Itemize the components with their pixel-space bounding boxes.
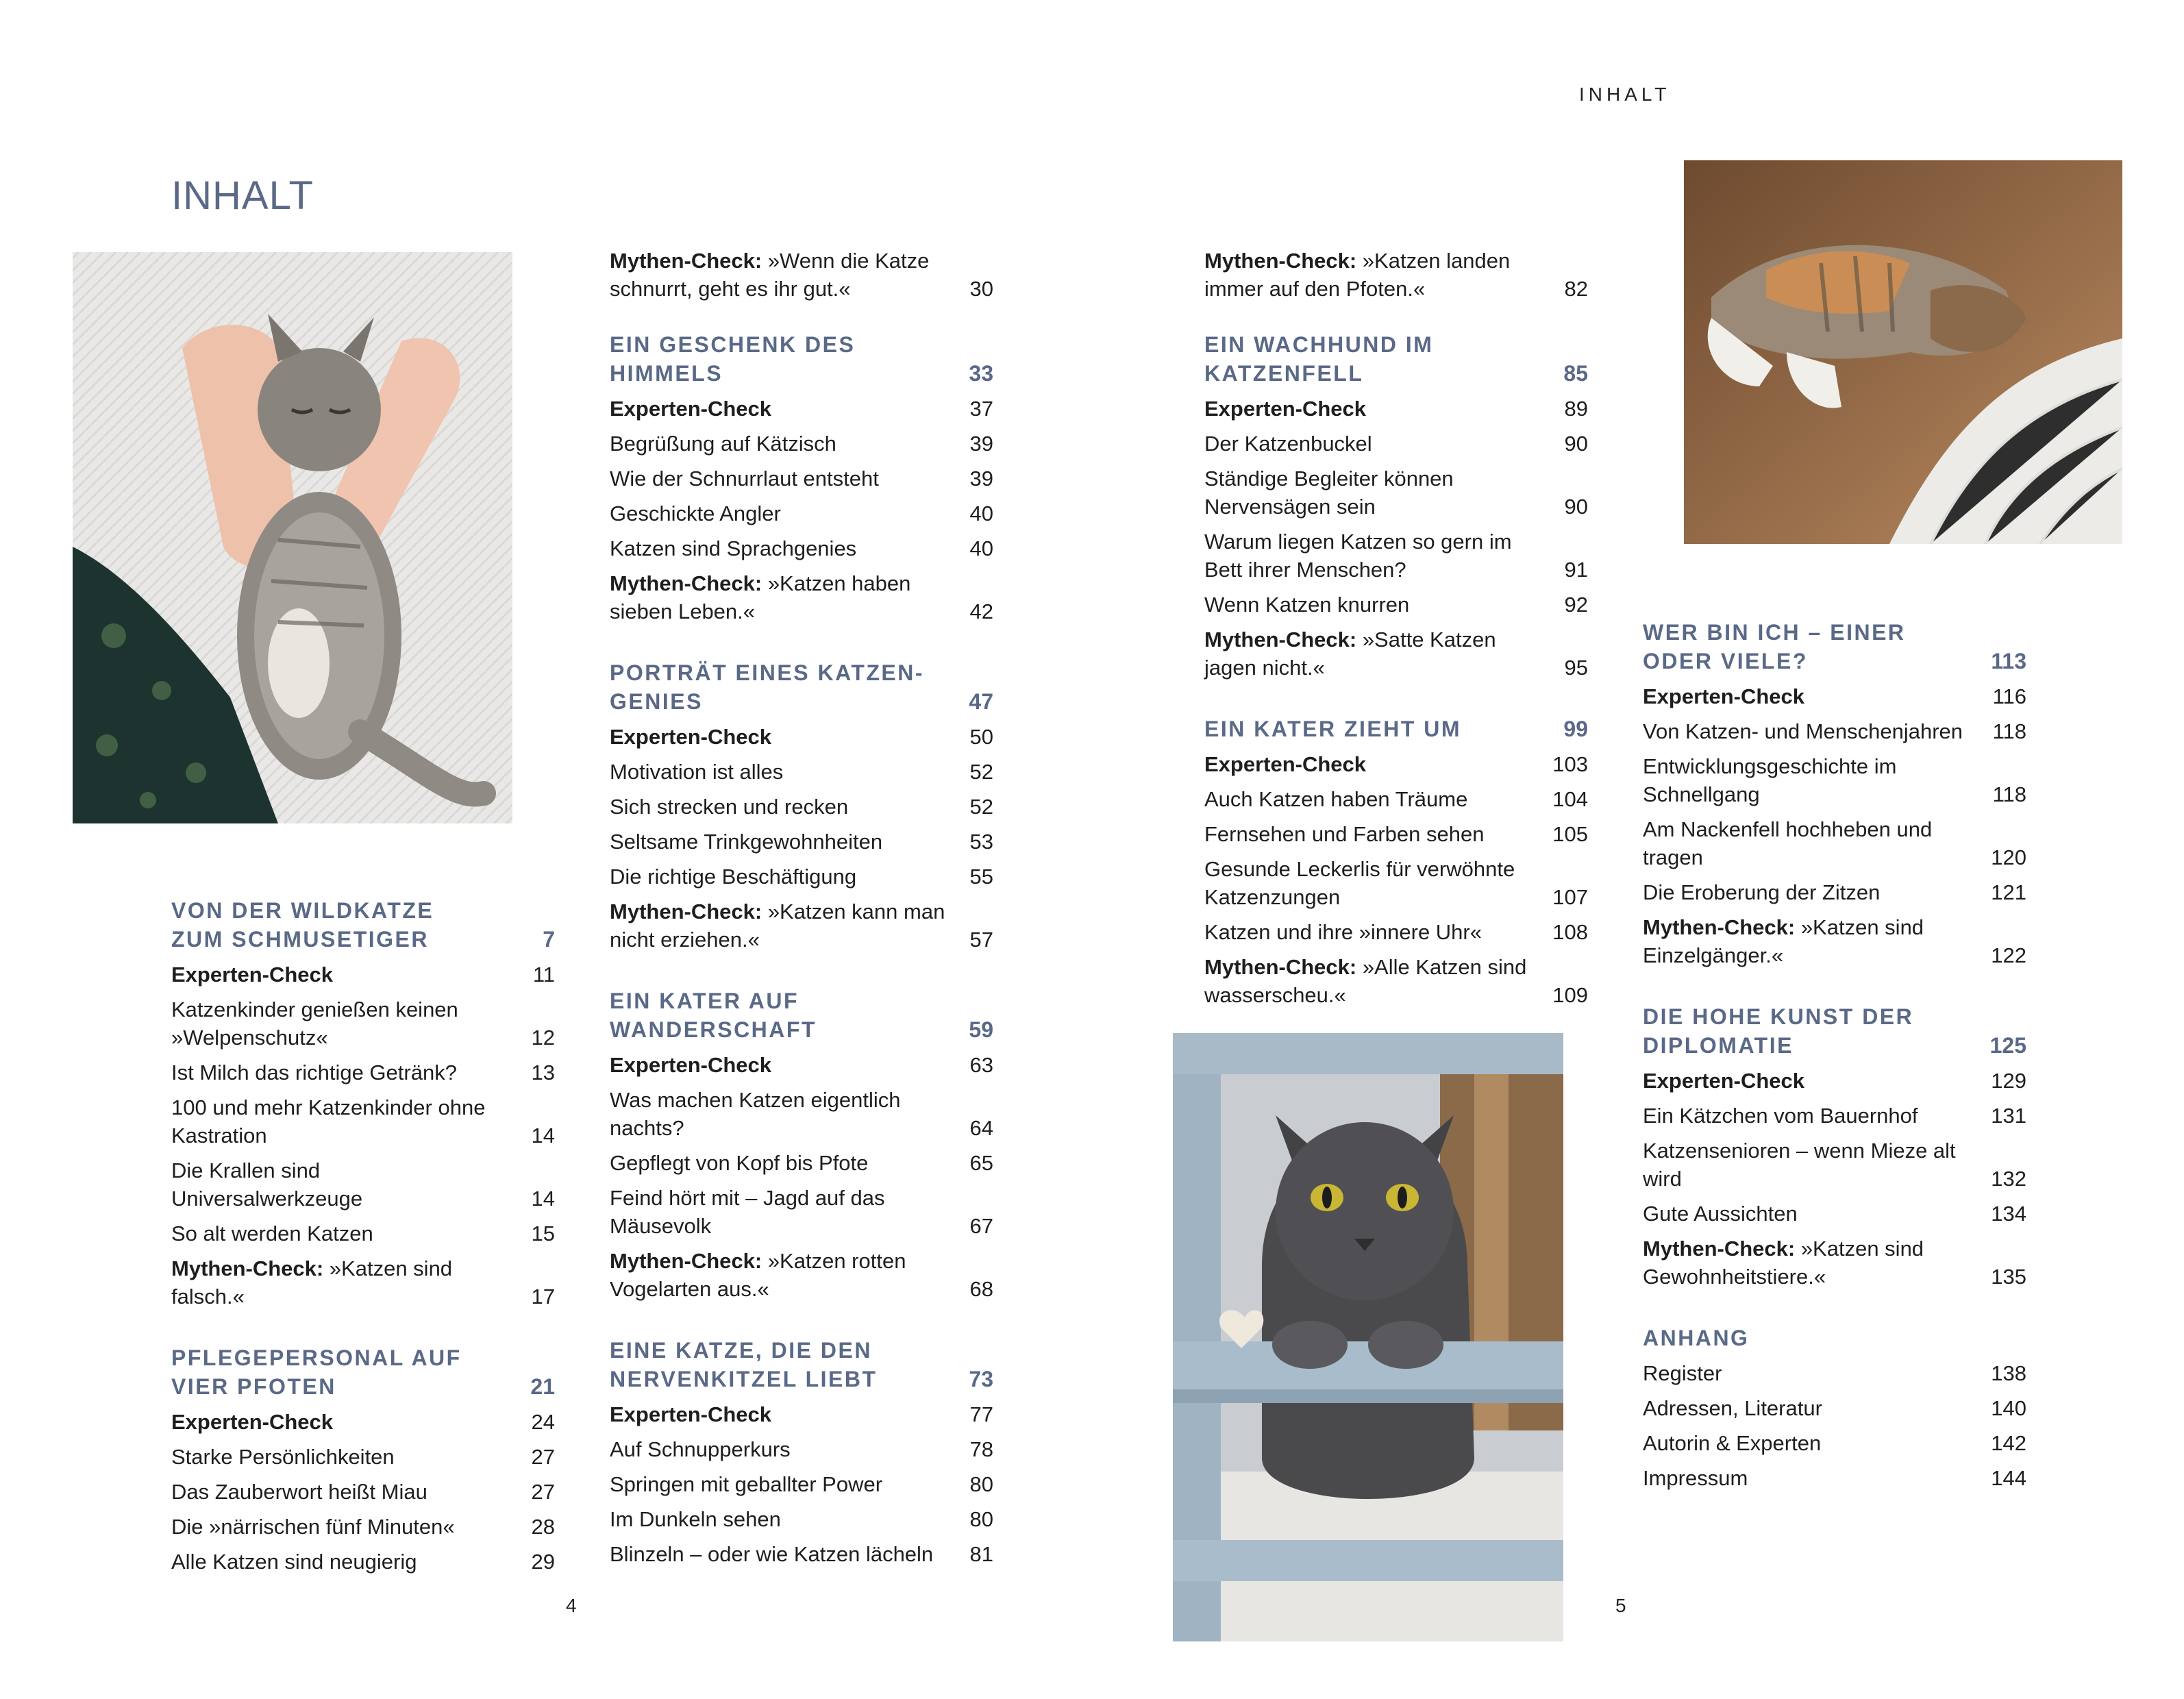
- toc-entry[interactable]: [610, 1149, 993, 1177]
- toc-entry[interactable]: [1204, 591, 1588, 619]
- toc-entry-page: 78: [969, 1437, 993, 1461]
- toc-entry-title: [1204, 953, 1540, 1009]
- toc-entry-page: 129: [1991, 1069, 2026, 1093]
- chapter-page: 125: [1989, 1033, 2026, 1058]
- grey-cat-photo: [1173, 1033, 1563, 1641]
- toc-entry-title: 100 und mehr Katzenkinder ohne Kastration: [171, 1095, 486, 1148]
- chapter-title: EIN KATER AUF WANDERSCHAFT: [610, 989, 817, 1042]
- toc-entry-expert[interactable]: [1204, 750, 1588, 778]
- toc-entry-title: Blinzeln – oder wie Katzen lächeln: [610, 1542, 934, 1566]
- toc-entry-page: 15: [531, 1221, 555, 1245]
- chapter-title: DIE HOHE KUNST DER DIPLOMATIE: [1643, 1004, 1914, 1058]
- toc-chapter: [610, 658, 993, 954]
- toc-entry-myth[interactable]: [171, 1254, 555, 1311]
- toc-entry-page: 80: [969, 1507, 993, 1531]
- toc-entry-myth[interactable]: [1204, 247, 1588, 303]
- toc-entry-myth[interactable]: [610, 1247, 993, 1303]
- myth-label: Mythen-Check:: [1204, 628, 1357, 652]
- toc-entry[interactable]: [610, 534, 993, 562]
- chapter-page: 85: [1563, 361, 1588, 386]
- folio-left: 4: [566, 1595, 577, 1616]
- chapter-page: 73: [969, 1367, 993, 1391]
- toc-entry[interactable]: [1643, 752, 2026, 808]
- toc-entry-title: Das Zauberwort heißt Miau: [171, 1480, 427, 1504]
- toc-entry-page: 131: [1991, 1104, 2026, 1128]
- myth-label: Mythen-Check:: [610, 1249, 762, 1273]
- chapter-heading[interactable]: [1204, 330, 1588, 388]
- toc-chapter: [171, 896, 555, 1311]
- toc-entry[interactable]: [610, 1184, 993, 1240]
- toc-entry-title: So alt werden Katzen: [171, 1221, 373, 1245]
- toc-entry-page: 89: [1564, 397, 1588, 421]
- toc-entry-page: 28: [531, 1515, 555, 1539]
- toc-chapter: [1643, 1002, 2026, 1291]
- toc-entry-title: Register: [1643, 1361, 1722, 1385]
- toc-entry-title: Katzenkinder genießen keinen »Welpenschutz«: [171, 997, 458, 1050]
- toc-entry[interactable]: [1643, 1102, 2026, 1130]
- toc-entry-title: [610, 897, 945, 954]
- toc-entry-title: Fernsehen und Farben sehen: [1204, 822, 1485, 846]
- toc-entry-title: Von Katzen- und Menschenjahren: [1643, 719, 1963, 743]
- toc-entry-page: 52: [969, 795, 993, 819]
- toc-entry[interactable]: [610, 793, 993, 821]
- toc-entry-page: 40: [969, 536, 993, 560]
- toc-entry-myth[interactable]: [610, 897, 993, 954]
- myth-text: »Katzen kann man nicht erziehen.«: [610, 900, 945, 952]
- toc-entry[interactable]: [610, 758, 993, 786]
- toc-entry[interactable]: [1643, 717, 2026, 745]
- toc-entry-page: 29: [531, 1550, 555, 1574]
- toc-entry-title: [1204, 247, 1540, 303]
- toc-entry-title: Die Eroberung der Zitzen: [1643, 880, 1881, 904]
- toc-entry-page: 12: [531, 1026, 555, 1050]
- toc-entry-page: 67: [969, 1214, 993, 1238]
- toc-entry-title: Experten-Check: [610, 1053, 772, 1077]
- myth-text: »Wenn die Katze schnurrt, geht es ihr gut.«: [610, 249, 930, 301]
- toc-entry-title: Geschickte Angler: [610, 501, 781, 525]
- chapter-title: EIN WACHHUND IM KATZENFELL: [1204, 332, 1434, 386]
- toc-continued: [1204, 247, 1588, 303]
- toc-entry-expert[interactable]: [610, 1400, 993, 1428]
- toc-entry-title: Autorin & Experten: [1643, 1431, 1822, 1455]
- myth-label: Mythen-Check:: [1204, 955, 1357, 979]
- toc-entry-page: 135: [1991, 1265, 2026, 1289]
- toc-entry-title: Was machen Katzen eigentlich nachts?: [610, 1088, 901, 1140]
- toc-entry-page: 81: [969, 1542, 993, 1566]
- chapter-page: 59: [969, 1017, 993, 1042]
- toc-entry-title: Experten-Check: [1204, 397, 1367, 421]
- toc-entry[interactable]: [1204, 785, 1588, 813]
- toc-entry-title: Begrüßung auf Kätzisch: [610, 432, 836, 456]
- myth-text: »Katzen sind Gewohnheitstiere.«: [1643, 1237, 1924, 1289]
- toc-column-1: [171, 896, 555, 1583]
- toc-entry[interactable]: [171, 1443, 555, 1471]
- grey-cat-photo-art: [1173, 1033, 1563, 1641]
- toc-entry-title: Die »närrischen fünf Minuten«: [171, 1515, 455, 1539]
- toc-entry-title: Entwicklungsgeschichte im Schnellgang: [1643, 754, 1897, 806]
- toc-entry-title: Starke Persönlichkeiten: [171, 1445, 395, 1469]
- chapter-page: 7: [543, 927, 555, 952]
- toc-entry[interactable]: [1643, 1429, 2026, 1457]
- toc-entry-page: 39: [969, 467, 993, 491]
- myth-text: »Katzen sind falsch.«: [171, 1256, 453, 1309]
- chapter-page: 113: [1991, 649, 2026, 673]
- toc-entry-page: 82: [1564, 277, 1588, 301]
- toc-entry[interactable]: [1204, 430, 1588, 458]
- toc-entry-title: Experten-Check: [1643, 684, 1805, 708]
- toc-continued: [610, 247, 993, 303]
- chapter-title: EINE KATZE, DIE DEN NERVENKITZEL LIEBT: [610, 1338, 878, 1391]
- toc-chapter: [1643, 1324, 2026, 1492]
- toc-entry-page: 57: [969, 928, 993, 952]
- chapter-heading[interactable]: [1643, 618, 2026, 675]
- toc-entry-page: 55: [969, 865, 993, 889]
- myth-label: Mythen-Check:: [1643, 915, 1796, 939]
- toc-entry[interactable]: [1643, 1200, 2026, 1228]
- toc-entry-expert[interactable]: [171, 960, 555, 989]
- chapter-page: 21: [530, 1374, 555, 1399]
- toc-entry[interactable]: [171, 1058, 555, 1087]
- toc-entry[interactable]: [171, 1513, 555, 1541]
- chapter-heading[interactable]: [1643, 1002, 2026, 1060]
- toc-entry-title: Experten-Check: [610, 1402, 772, 1426]
- toc-entry-page: 14: [531, 1124, 555, 1148]
- toc-chapter: [171, 1343, 555, 1576]
- toc-entry-page: 138: [1991, 1361, 2026, 1385]
- toc-entry-page: 140: [1991, 1396, 2026, 1420]
- myth-text: »Katzen sind Einzelgänger.«: [1643, 915, 1924, 967]
- toc-column-4: [1643, 618, 2026, 1499]
- chapter-title: EIN KATER ZIEHT UM: [1204, 717, 1462, 741]
- toc-entry[interactable]: [1643, 1394, 2026, 1422]
- toc-entry-page: 132: [1991, 1167, 2026, 1191]
- folio-right: 5: [1615, 1595, 1626, 1616]
- toc-entry-title: Experten-Check: [1204, 752, 1367, 776]
- toc-entry-title: Auch Katzen haben Träume: [1204, 787, 1468, 811]
- toc-entry[interactable]: [610, 1470, 993, 1498]
- toc-entry[interactable]: [1204, 528, 1588, 584]
- toc-entry-page: 92: [1564, 593, 1588, 617]
- toc-entry-page: 108: [1552, 920, 1588, 944]
- toc-entry-page: 50: [969, 725, 993, 749]
- toc-entry-page: 52: [969, 760, 993, 784]
- toc-entry-myth[interactable]: [610, 247, 993, 303]
- toc-entry[interactable]: [171, 1219, 555, 1248]
- myth-text: »Satte Katzen jagen nicht.«: [1204, 628, 1496, 680]
- myth-text: »Katzen rotten Vogelarten aus.«: [610, 1249, 906, 1301]
- toc-entry-title: Gute Aussichten: [1643, 1202, 1798, 1226]
- toc-entry-title: [610, 569, 945, 625]
- toc-entry-page: 118: [1992, 782, 2026, 806]
- toc-entry-page: 118: [1992, 719, 2026, 743]
- toc-entry-page: 39: [969, 432, 993, 456]
- myth-text: »Katzen haben sieben Leben.«: [610, 571, 911, 623]
- toc-entry-page: 27: [531, 1480, 555, 1504]
- toc-entry-page: 63: [969, 1053, 993, 1077]
- running-head: INHALT: [1579, 84, 1671, 105]
- toc-entry-page: 109: [1552, 983, 1588, 1007]
- toc-entry-title: Die richtige Beschäftigung: [610, 865, 857, 889]
- toc-entry-page: 95: [1564, 656, 1588, 680]
- toc-entry-title: Experten-Check: [610, 397, 772, 421]
- chapter-title: WER BIN ICH – EINER ODER VIELE?: [1643, 620, 1906, 673]
- toc-entry-page: 11: [532, 963, 555, 987]
- toc-entry-title: [610, 247, 945, 303]
- chapter-heading[interactable]: [171, 896, 555, 954]
- toc-entry-title: Experten-Check: [610, 725, 772, 749]
- toc-entry-title: [1643, 1235, 1978, 1291]
- toc-entry[interactable]: [610, 1505, 993, 1533]
- toc-entry-title: Am Nackenfell hochheben und tragen: [1643, 817, 1933, 869]
- chapter-heading[interactable]: [1643, 1324, 2026, 1352]
- toc-entry-expert[interactable]: [171, 1408, 555, 1436]
- toc-entry[interactable]: [610, 430, 993, 458]
- chapter-heading[interactable]: [1204, 715, 1588, 743]
- toc-entry-title: Experten-Check: [1643, 1069, 1805, 1093]
- toc-entry-page: 30: [969, 277, 993, 301]
- toc-entry[interactable]: [171, 1156, 555, 1213]
- chapter-heading[interactable]: [610, 658, 993, 716]
- toc-entry-expert[interactable]: [1204, 395, 1588, 423]
- calico-photo: [1684, 160, 2122, 544]
- toc-entry-page: 120: [1991, 845, 2026, 869]
- chapter-page: 47: [969, 689, 993, 714]
- toc-entry[interactable]: [171, 1548, 555, 1576]
- kitten-photo-art: [73, 252, 512, 823]
- toc-entry[interactable]: [610, 863, 993, 891]
- toc-entry-page: 122: [1991, 943, 2026, 967]
- toc-entry[interactable]: [1643, 1359, 2026, 1387]
- toc-entry-myth[interactable]: [1204, 625, 1588, 682]
- toc-entry-title: Der Katzenbuckel: [1204, 432, 1372, 456]
- toc-entry[interactable]: [1643, 1464, 2026, 1492]
- toc-entry[interactable]: [610, 828, 993, 856]
- toc-entry-myth[interactable]: [1204, 953, 1588, 1009]
- toc-entry-myth[interactable]: [610, 569, 993, 625]
- toc-entry-expert[interactable]: [610, 1051, 993, 1079]
- toc-entry-page: 103: [1552, 752, 1588, 776]
- myth-label: Mythen-Check:: [610, 249, 762, 273]
- toc-entry-expert[interactable]: [1643, 1067, 2026, 1095]
- toc-entry-page: 90: [1564, 432, 1588, 456]
- chapter-title: VON DER WILDKATZE ZUM SCHMUSETIGER: [171, 898, 434, 952]
- toc-entry[interactable]: [1204, 464, 1588, 521]
- toc-entry-title: Gesunde Leckerlis für verwöhnte Katzenzungen: [1204, 857, 1515, 909]
- toc-entry-title: Springen mit geballter Power: [610, 1472, 883, 1496]
- toc-entry[interactable]: [1204, 820, 1588, 848]
- chapter-title: ANHANG: [1643, 1326, 1750, 1350]
- toc-entry-title: Ein Kätzchen vom Bauernhof: [1643, 1104, 1918, 1128]
- toc-entry-page: 53: [969, 830, 993, 854]
- toc-entry-title: Wenn Katzen knurren: [1204, 593, 1410, 617]
- toc-entry-title: Katzen und ihre »innere Uhr«: [1204, 920, 1482, 944]
- toc-chapter: [1643, 618, 2026, 969]
- toc-entry[interactable]: [171, 995, 555, 1052]
- toc-entry-title: Feind hört mit – Jagd auf das Mäusevolk: [610, 1186, 885, 1238]
- toc-entry-page: 121: [1991, 880, 2026, 904]
- toc-entry[interactable]: [610, 1086, 993, 1142]
- toc-column-3: [1204, 247, 1588, 1016]
- chapter-heading[interactable]: [171, 1343, 555, 1401]
- toc-entry-title: Alle Katzen sind neugierig: [171, 1550, 417, 1574]
- toc-entry-title: Katzensenioren – wenn Mieze alt wird: [1643, 1139, 1956, 1191]
- toc-entry-title: Auf Schnupperkurs: [610, 1437, 791, 1461]
- myth-label: Mythen-Check:: [171, 1256, 324, 1280]
- toc-entry[interactable]: [610, 499, 993, 528]
- toc-entry-page: 107: [1552, 885, 1588, 909]
- chapter-page: 99: [1563, 717, 1588, 741]
- toc-entry-page: 65: [969, 1151, 993, 1175]
- toc-entry-page: 40: [969, 501, 993, 525]
- chapter-heading[interactable]: [610, 330, 993, 388]
- toc-entry-myth[interactable]: [1643, 1235, 2026, 1291]
- page-title: INHALT: [171, 173, 314, 218]
- kitten-photo: [73, 252, 512, 823]
- chapter-heading[interactable]: [610, 987, 993, 1044]
- myth-text: »Katzen landen immer auf den Pfoten.«: [1204, 249, 1511, 301]
- chapter-title: PFLEGEPERSONAL AUF VIER PFOTEN: [171, 1345, 462, 1399]
- toc-entry-page: 77: [969, 1402, 993, 1426]
- toc-entry-page: 64: [969, 1116, 993, 1140]
- toc-entry-page: 37: [969, 397, 993, 421]
- toc-chapter: [1204, 715, 1588, 1009]
- toc-entry-title: Wie der Schnurrlaut entsteht: [610, 467, 879, 491]
- toc-entry-page: 90: [1564, 495, 1588, 519]
- toc-entry-title: Experten-Check: [171, 1410, 334, 1434]
- myth-label: Mythen-Check:: [610, 900, 762, 923]
- toc-entry-page: 104: [1552, 787, 1588, 811]
- toc-entry-title: Sich strecken und recken: [610, 795, 849, 819]
- toc-entry-page: 42: [969, 599, 993, 623]
- toc-entry[interactable]: [1204, 918, 1588, 946]
- toc-entry-title: Adressen, Literatur: [1643, 1396, 1822, 1420]
- toc-chapter: [1204, 330, 1588, 682]
- myth-label: Mythen-Check:: [1643, 1237, 1796, 1261]
- toc-entry-title: Die Krallen sind Universalwerkzeuge: [171, 1158, 363, 1211]
- toc-entry-title: Katzen sind Sprachgenies: [610, 536, 857, 560]
- toc-entry-page: 105: [1552, 822, 1588, 846]
- toc-entry-title: Seltsame Trinkgewohnheiten: [610, 830, 883, 854]
- toc-entry-expert[interactable]: [1643, 682, 2026, 710]
- myth-text: »Alle Katzen sind wasserscheu.«: [1204, 955, 1527, 1007]
- myth-label: Mythen-Check:: [610, 571, 762, 595]
- toc-chapter: [610, 987, 993, 1303]
- toc-entry-title: Experten-Check: [171, 963, 334, 987]
- toc-entry-title: Impressum: [1643, 1466, 1748, 1490]
- toc-entry-page: 13: [531, 1061, 555, 1084]
- toc-entry-page: 68: [969, 1277, 993, 1301]
- chapter-page: 33: [969, 361, 993, 386]
- toc-entry[interactable]: [1643, 815, 2026, 871]
- toc-entry[interactable]: [1643, 1137, 2026, 1193]
- toc-entry-page: 14: [531, 1187, 555, 1211]
- toc-chapter: [610, 330, 993, 625]
- toc-entry-title: [610, 1247, 945, 1303]
- toc-entry-myth[interactable]: [1643, 913, 2026, 969]
- toc-entry-page: 144: [1991, 1466, 2026, 1490]
- toc-entry-title: Ist Milch das richtige Getränk?: [171, 1061, 457, 1084]
- chapter-heading[interactable]: [610, 1336, 993, 1393]
- toc-entry[interactable]: [171, 1093, 555, 1150]
- toc-entry-page: 17: [531, 1285, 555, 1309]
- toc-entry-page: 80: [969, 1472, 993, 1496]
- toc-entry-page: 27: [531, 1445, 555, 1469]
- toc-entry-title: [1204, 625, 1540, 682]
- toc-entry[interactable]: [610, 464, 993, 493]
- toc-entry-page: 116: [1992, 684, 2026, 708]
- toc-entry-title: Gepflegt von Kopf bis Pfote: [610, 1151, 869, 1175]
- toc-entry-page: 134: [1991, 1202, 2026, 1226]
- toc-entry[interactable]: [1204, 855, 1588, 911]
- chapter-title: PORTRÄT EINES KATZEN-GENIES: [610, 660, 925, 714]
- toc-entry-title: [171, 1254, 507, 1311]
- calico-photo-art: [1684, 160, 2122, 544]
- toc-entry-page: 91: [1564, 558, 1588, 582]
- toc-entry[interactable]: [171, 1478, 555, 1506]
- toc-entry-page: 24: [531, 1410, 555, 1434]
- toc-column-2: [610, 247, 993, 1575]
- toc-entry-page: 142: [1991, 1431, 2026, 1455]
- chapter-title: EIN GESCHENK DES HIMMELS: [610, 332, 856, 386]
- toc-entry-title: Ständige Begleiter können Nervensägen sein: [1204, 467, 1454, 519]
- toc-entry[interactable]: [1643, 878, 2026, 906]
- toc-chapter: [610, 1336, 993, 1568]
- toc-entry-title: Im Dunkeln sehen: [610, 1507, 781, 1531]
- toc-entry-title: Warum liegen Katzen so gern im Bett ihrer Menschen?: [1204, 530, 1512, 582]
- toc-entry[interactable]: [610, 1435, 993, 1463]
- toc-entry-title: Motivation ist alles: [610, 760, 784, 784]
- toc-entry-title: [1643, 913, 1978, 969]
- toc-entry-expert[interactable]: [610, 395, 993, 423]
- toc-entry[interactable]: [610, 1540, 993, 1568]
- toc-entry-expert[interactable]: [610, 723, 993, 751]
- myth-label: Mythen-Check:: [1204, 249, 1357, 273]
